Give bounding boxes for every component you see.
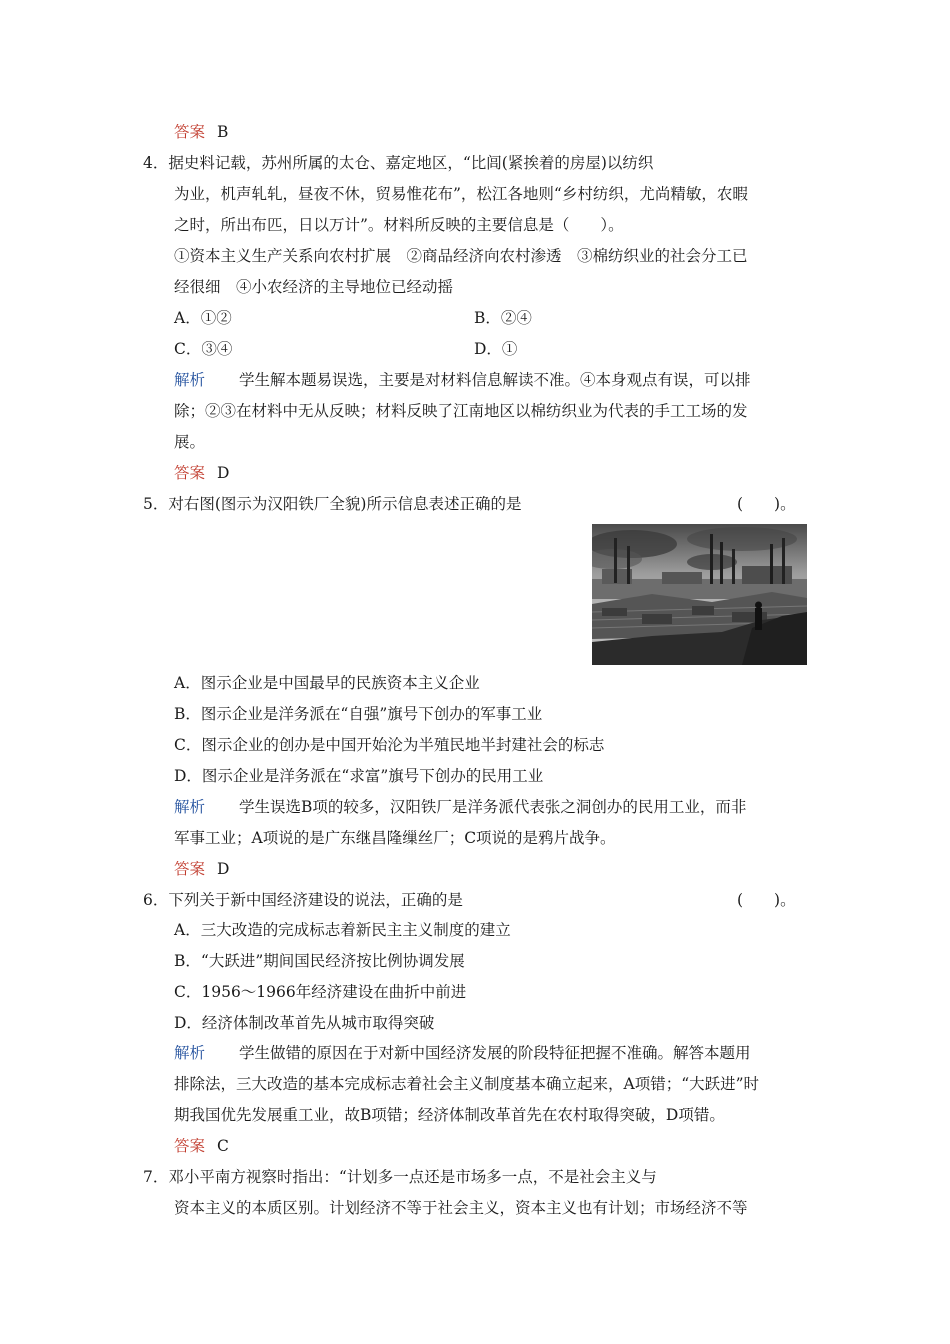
option-d: D．① [474,340,518,358]
analysis-label: 解析 [174,371,206,389]
q4-answer [174,463,229,483]
q7-stem-line-1: 7．邓小平南方视察时指出：“计划多一点还是市场多一点，不是社会主义与 [143,1168,657,1186]
q6-option-c: C．1956～1966年经济建设在曲折中前进 [174,983,467,1001]
q5-option-c: C．图示企业的创办是中国开始沦为半殖民地半封建社会的标志 [174,736,605,754]
answer-label: 答案 [174,860,206,878]
option-b: B．②④ [474,309,532,327]
q4-stem-line-1: 4．据史料记载，苏州所属的太仓、嘉定地区，“比闾(紧挨着的房屋)以纺织 [143,154,654,172]
q4-stem-line-5: 经很细 ④小农经济的主导地位已经动摇 [174,278,454,296]
answer-label: 答案 [174,464,206,482]
q5-analysis-line-1: 解析 学生误选B项的较多，汉阳铁厂是洋务派代表张之洞创办的民用工业，而非 [174,798,747,816]
q6-analysis-line-2: 排除法，三大改造的基本完成标志着社会主义制度基本确立起来，A项错；“大跃进”时 [174,1075,760,1093]
q4-analysis-line-3: 展。 [174,433,206,451]
analysis-label: 解析 [174,1044,206,1062]
answer-label: 答案 [174,123,206,141]
q4-analysis-line-1: 解析 学生解本题易误选，主要是对材料信息解读不准。④本身观点有误，可以排 [174,371,751,389]
q6-option-a: A．三大改造的完成标志着新民主主义制度的建立 [174,921,511,939]
question-number: 4． [143,154,169,172]
answer-value: B [217,123,229,141]
question-number: 5． [143,495,169,513]
question-number: 7． [143,1168,169,1186]
q4-stem-line-2: 为业，机声轧轧，昼夜不休，贸易惟花布”，松江各地则“乡村纺织，尤尚精敏，农暇 [174,185,748,203]
q3-answer [174,122,228,142]
option-c: C．③④ [174,340,233,358]
q6-analysis-line-1: 解析 学生做错的原因在于对新中国经济发展的阶段特征把握不准确。解答本题用 [174,1044,751,1062]
question-number: 6． [143,891,169,909]
q4-stem-line-3: 之时，所出布匹，日以万计”。材料所反映的主要信息是（ ）。 [174,216,624,234]
analysis-label: 解析 [174,798,206,816]
answer-value: D [217,860,230,878]
q4-analysis-line-2: 除；②③在材料中无从反映；材料反映了江南地区以棉纺织业为代表的手工工场的发 [174,402,748,420]
answer-value: C [217,1137,229,1155]
q6-analysis-line-3: 期我国优先发展重工业，故B项错；经济体制改革首先在农村取得突破，D项错。 [174,1106,725,1124]
q6-option-d: D．经济体制改革首先从城市取得突破 [174,1014,435,1032]
q4-stem-line-4: ①资本主义生产关系向农村扩展 ②商品经济向农村渗透 ③棉纺织业的社会分工已 [174,247,748,265]
q6-option-b: B．“大跃进”期间国民经济按比例协调发展 [174,952,465,970]
q5-option-a: A．图示企业是中国最早的民族资本主义企业 [174,674,480,692]
answer-bracket: ( )。 [737,891,796,909]
q4-options-row-1 [174,308,774,328]
option-a: A．①② [174,309,232,327]
q5-option-b: B．图示企业是洋务派在“自强”旗号下创办的军事工业 [174,705,543,723]
q5-option-d: D．图示企业是洋务派在“求富”旗号下创办的民用工业 [174,767,544,785]
answer-bracket: ( )。 [737,495,796,513]
q6-answer [174,1136,229,1156]
q5-stem: 5．对右图(图示为汉阳铁厂全貌)所示信息表述正确的是 ( )。 [143,495,796,513]
answer-value: D [217,464,230,482]
answer-label: 答案 [174,1137,206,1155]
q6-stem: 6．下列关于新中国经济建设的说法，正确的是 ( )。 [143,891,796,909]
hanyang-ironworks-photo [592,524,807,665]
q5-answer [174,859,229,879]
q7-stem-line-2: 资本主义的本质区别。计划经济不等于社会主义，资本主义也有计划；市场经济不等 [174,1199,748,1217]
q5-analysis-line-2: 军事工业；A项说的是广东继昌隆缫丝厂；C项说的是鸦片战争。 [174,829,616,847]
q4-options-row-2 [174,339,774,359]
